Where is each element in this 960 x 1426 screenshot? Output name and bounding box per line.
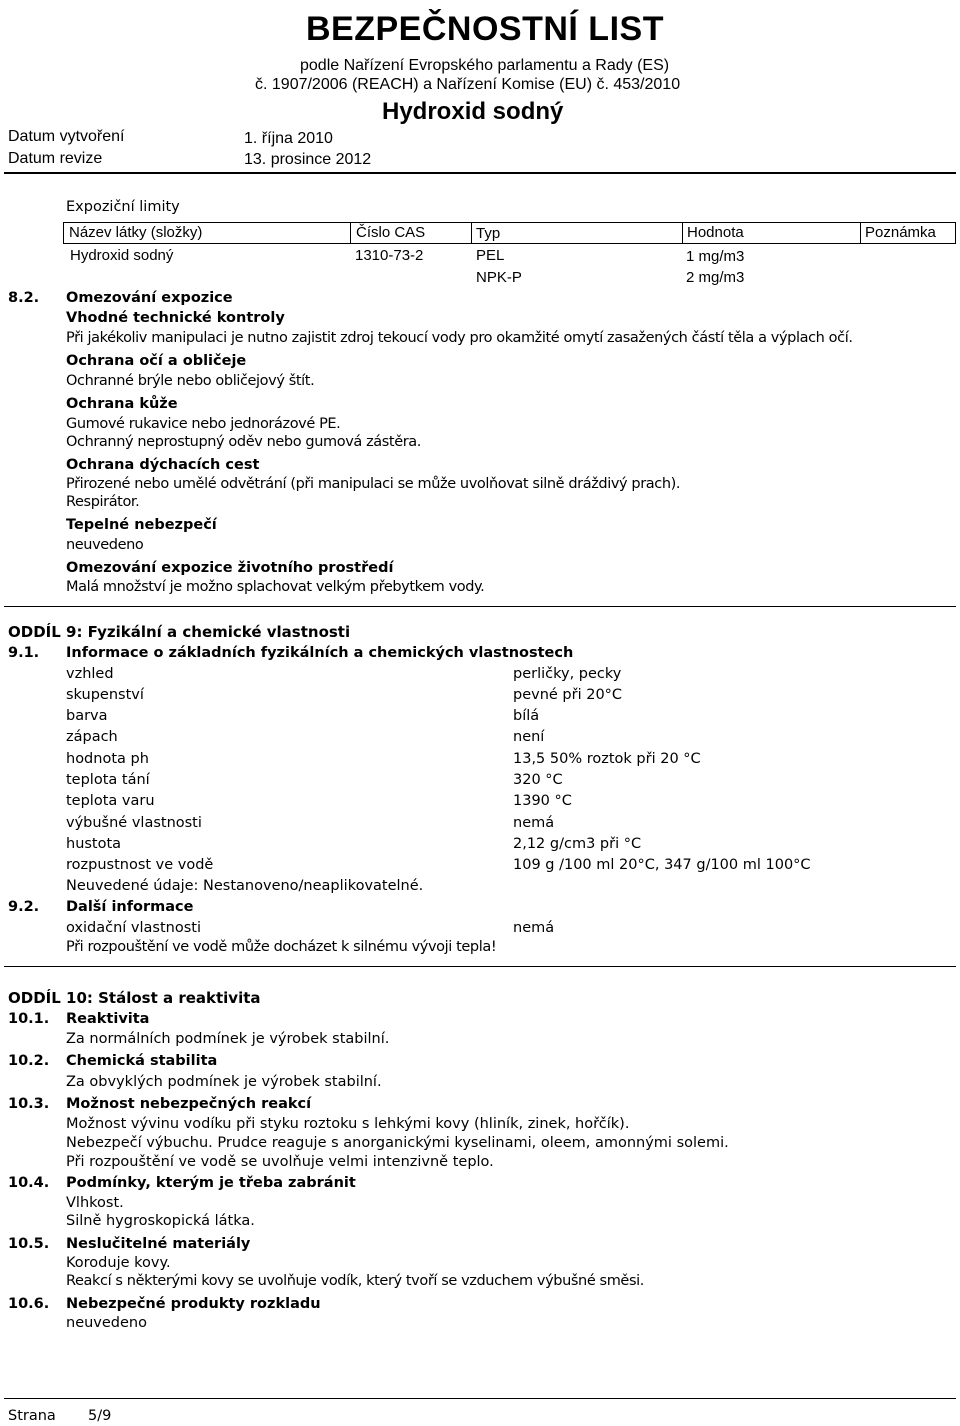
- exposure-limits-caption: Expoziční limity: [66, 199, 180, 215]
- paragraph-text: Malá množství je možno splachovat velkým přebytkem vody.: [66, 579, 485, 595]
- section-9-heading: ODDÍL 9: Fyzikální a chemické vlastnosti: [8, 623, 351, 641]
- subsection-number: 9.2.: [8, 899, 40, 915]
- column-divider: [471, 223, 472, 243]
- column-divider: [682, 223, 683, 243]
- column-header-name: Název látky (složky): [69, 224, 203, 241]
- subsection-heading: Tepelné nebezpečí: [66, 517, 217, 533]
- created-label: Datum vytvoření: [8, 128, 125, 145]
- paragraph-text: neuvedeno: [66, 1315, 147, 1331]
- subsection-number: 10.3.: [8, 1096, 50, 1112]
- property-value: 13,5 50% roztok při 20 °C: [513, 751, 701, 767]
- property-label: rozpustnost ve vodě: [66, 857, 214, 873]
- paragraph-text: Gumové rukavice nebo jednorázové PE.: [66, 416, 341, 432]
- page-label: Strana: [8, 1408, 56, 1424]
- property-label: oxidační vlastnosti: [66, 920, 201, 936]
- table-cell-name: Hydroxid sodný: [70, 247, 174, 264]
- subsection-heading: Další informace: [66, 899, 194, 915]
- property-label: hodnota ph: [66, 751, 149, 767]
- subsection-number: 10.5.: [8, 1236, 50, 1252]
- column-header-note: Poznámka: [865, 224, 936, 241]
- paragraph-text: Při rozpouštění ve vodě se uvolňuje velmi intenzivně teplo.: [66, 1154, 494, 1170]
- footer-divider: [4, 1398, 956, 1399]
- paragraph-text: Koroduje kovy.: [66, 1255, 171, 1271]
- created-value: 1. října 2010: [244, 130, 333, 147]
- property-label: teplota tání: [66, 772, 150, 788]
- column-divider: [350, 223, 351, 243]
- subsection-heading: Vhodné technické kontroly: [66, 310, 285, 326]
- revision-label: Datum revize: [8, 150, 103, 167]
- table-cell-cas: 1310-73-2: [355, 247, 424, 264]
- paragraph-text: Reakcí s některými kovy se uvolňuje vodík, který tvoří se vzduchem výbušné směsi.: [66, 1273, 644, 1289]
- paragraph-text: Silně hygroskopická látka.: [66, 1213, 255, 1229]
- revision-value: 13. prosince 2012: [244, 151, 372, 168]
- column-header-cas: Číslo CAS: [356, 224, 426, 241]
- section-number: 8.2.: [8, 290, 40, 306]
- exposure-limits-header-row: [63, 222, 956, 244]
- property-value: 1390 °C: [513, 793, 572, 809]
- paragraph-text: neuvedeno: [66, 537, 144, 553]
- properties-note: Neuvedené údaje: Nestanoveno/neaplikovatelné.: [66, 878, 424, 894]
- page-number: 5/9: [88, 1408, 112, 1424]
- paragraph-text: Při jakékoliv manipulaci je nutno zajistit zdroj tekoucí vody pro okamžité omytí zasažených částí těla a výplach očí.: [66, 330, 853, 346]
- paragraph-text: Vlhkost.: [66, 1195, 124, 1211]
- subsection-number: 9.1.: [8, 645, 40, 661]
- section-divider: [4, 966, 956, 967]
- subsection-heading: Omezování expozice životního prostředí: [66, 560, 394, 576]
- paragraph-text: Za normálních podmínek je výrobek stabilní.: [66, 1031, 390, 1047]
- table-cell-value: 2 mg/m3: [686, 269, 745, 286]
- property-value: není: [513, 729, 545, 745]
- regulation-line-1: podle Nařízení Evropského parlamentu a Rady (ES): [300, 57, 670, 74]
- subsection-heading: Podmínky, kterým je třeba zabránit: [66, 1175, 356, 1191]
- property-label: zápach: [66, 729, 118, 745]
- table-cell-type: NPK-P: [476, 269, 522, 286]
- subsection-number: 10.6.: [8, 1296, 50, 1312]
- subsection-number: 10.1.: [8, 1011, 50, 1027]
- warning-text: Při rozpouštění ve vodě může docházet k silnému vývoji tepla!: [66, 939, 497, 955]
- section-divider: [4, 606, 956, 607]
- column-header-type: Typ: [476, 225, 501, 242]
- subsection-heading: Chemická stabilita: [66, 1053, 218, 1069]
- paragraph-text: Ochranný neprostupný oděv nebo gumová zástěra.: [66, 434, 421, 450]
- product-name: Hydroxid sodný: [382, 98, 564, 125]
- subsection-heading: Nebezpečné produkty rozkladu: [66, 1296, 321, 1312]
- paragraph-text: Ochranné brýle nebo obličejový štít.: [66, 373, 315, 389]
- property-label: barva: [66, 708, 108, 724]
- property-value: nemá: [513, 920, 555, 936]
- subsection-number: 10.2.: [8, 1053, 50, 1069]
- property-label: hustota: [66, 836, 122, 852]
- paragraph-text: Respirátor.: [66, 494, 140, 510]
- paragraph-text: Za obvyklých podmínek je výrobek stabilní.: [66, 1074, 382, 1090]
- paragraph-text: Nebezpečí výbuchu. Prudce reaguje s anorganickými kyselinami, oleem, amonnými solemi.: [66, 1135, 729, 1151]
- subsection-number: 10.4.: [8, 1175, 50, 1191]
- subsection-heading: Možnost nebezpečných reakcí: [66, 1096, 312, 1112]
- subsection-heading: Ochrana dýchacích cest: [66, 457, 260, 473]
- property-label: teplota varu: [66, 793, 155, 809]
- section-heading: Omezování expozice: [66, 290, 233, 306]
- regulation-line-2: č. 1907/2006 (REACH) a Nařízení Komise (EU) č. 453/2010: [255, 76, 681, 93]
- paragraph-text: Přirozené nebo umělé odvětrání (při manipulaci se může uvolňovat silně dráždivý prach).: [66, 476, 681, 492]
- property-label: skupenství: [66, 687, 144, 703]
- property-value: 109 g /100 ml 20°C, 347 g/100 ml 100°C: [513, 857, 811, 873]
- subsection-heading: Informace o základních fyzikálních a chemických vlastnostech: [66, 645, 574, 661]
- property-value: 2,12 g/cm3 při °C: [513, 836, 642, 852]
- property-value: perličky, pecky: [513, 666, 622, 682]
- subsection-heading: Ochrana očí a obličeje: [66, 353, 247, 369]
- property-label: vzhled: [66, 666, 114, 682]
- column-header-value: Hodnota: [687, 224, 744, 241]
- column-divider: [860, 223, 861, 243]
- property-label: výbušné vlastnosti: [66, 815, 202, 831]
- section-10-heading: ODDÍL 10: Stálost a reaktivita: [8, 989, 261, 1007]
- paragraph-text: Možnost vývinu vodíku při styku roztoku s lehkými kovy (hliník, zinek, hořčík).: [66, 1116, 630, 1132]
- subsection-heading: Neslučitelné materiály: [66, 1236, 251, 1252]
- property-value: bílá: [513, 708, 540, 724]
- subsection-heading: Reaktivita: [66, 1011, 150, 1027]
- table-cell-type: PEL: [476, 247, 505, 264]
- table-cell-value: 1 mg/m3: [686, 248, 745, 265]
- header-divider: [4, 172, 956, 174]
- property-value: pevné při 20°C: [513, 687, 623, 703]
- property-value: nemá: [513, 815, 555, 831]
- property-value: 320 °C: [513, 772, 563, 788]
- subsection-heading: Ochrana kůže: [66, 396, 178, 412]
- document-title: BEZPEČNOSTNÍ LIST: [306, 10, 664, 48]
